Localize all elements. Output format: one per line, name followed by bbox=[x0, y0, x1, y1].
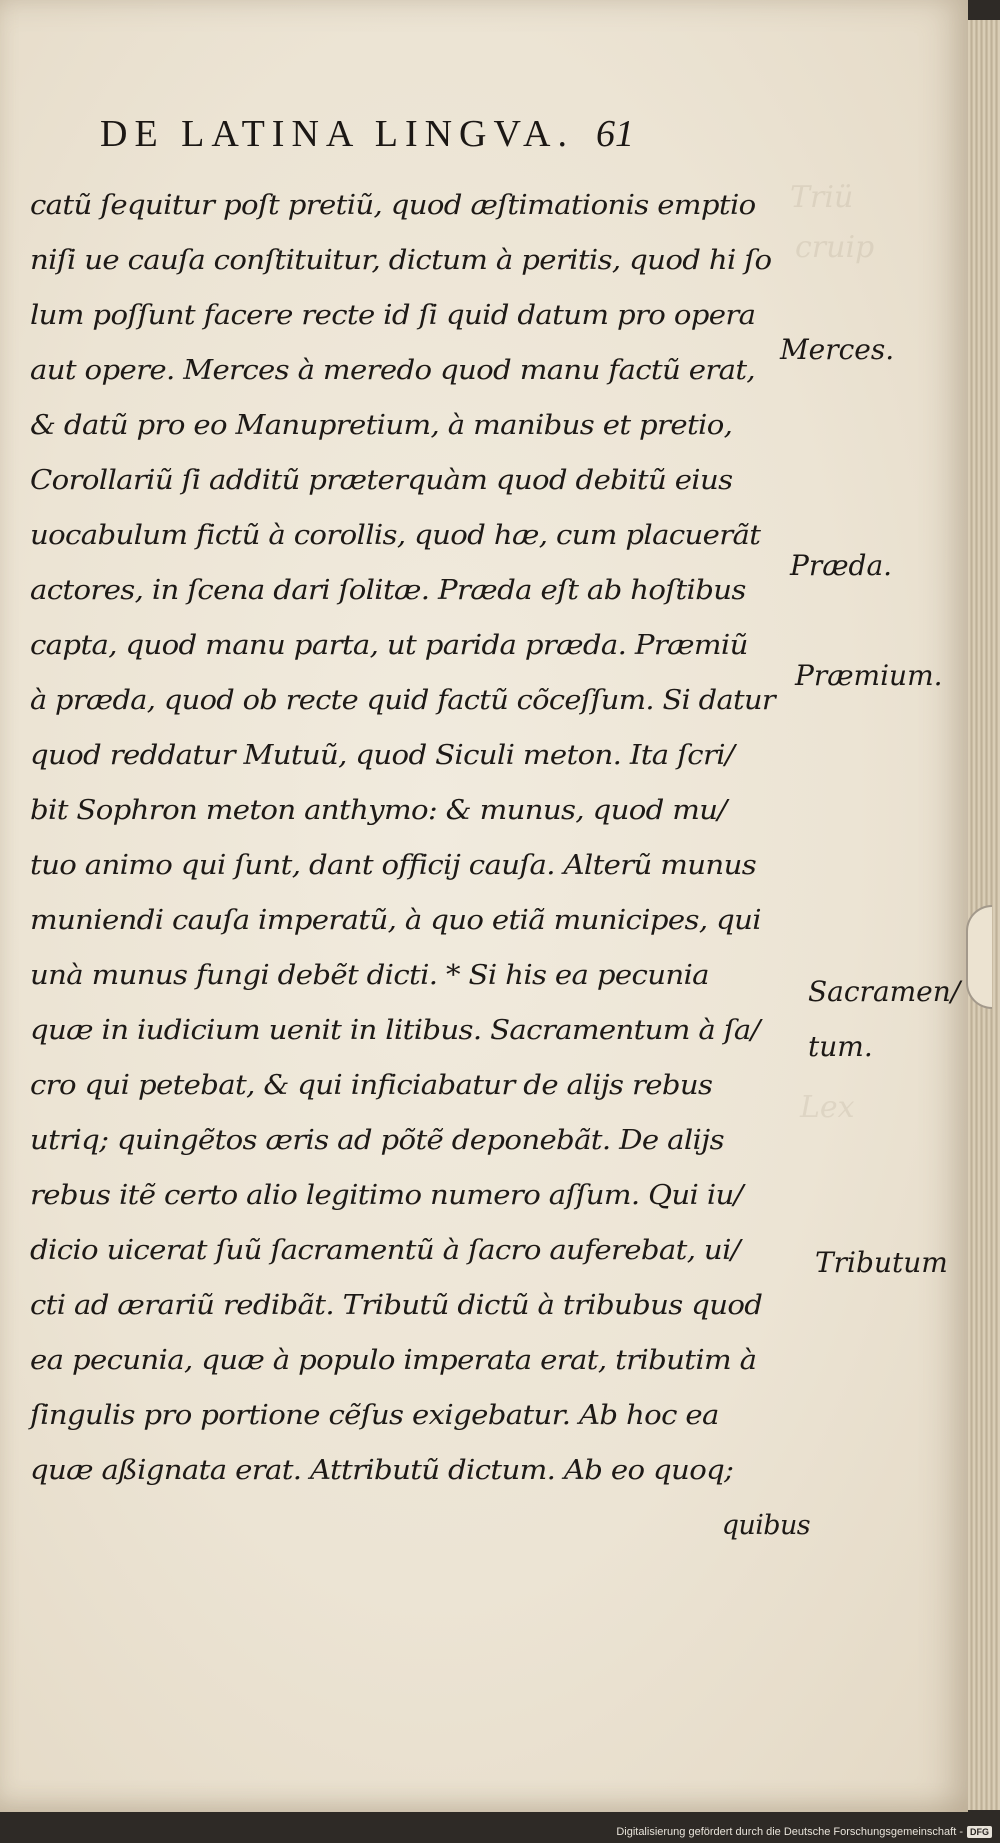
text-line: quod reddatur Mutuũ, quod Siculi meton. Ita ſcri/ bbox=[30, 740, 735, 771]
marginal-note-merces: Merces. bbox=[780, 333, 895, 366]
running-header bbox=[100, 112, 634, 156]
credit-text: Digitalisierung gefördert durch die Deutsche Forschungsgemeinschaft - bbox=[616, 1826, 963, 1838]
show-through-text: Lex bbox=[800, 1090, 855, 1125]
marginal-note-praemium: Præmium. bbox=[795, 659, 943, 692]
text-line: à præda, quod ob recte quid factũ cõceſſum. Si datur bbox=[30, 685, 775, 716]
text-line: aut opere. Merces à meredo quod manu factũ erat, bbox=[30, 355, 756, 386]
text-line: ſingulis pro portione cẽſus exigebatur. Ab hoc ea bbox=[30, 1400, 719, 1431]
text-line: ea pecunia, quæ à populo imperata erat, tributim à bbox=[30, 1345, 757, 1376]
marginal-note-sacramentum: Sacramen/ bbox=[808, 975, 961, 1008]
text-line: Corollariũ ſi additũ præterquàm quod debitũ eius bbox=[30, 465, 733, 496]
running-title: DE LATINA LINGVA. bbox=[100, 113, 574, 155]
marginal-note-tributum: Tributum bbox=[815, 1246, 948, 1279]
show-through-text: cruip bbox=[795, 230, 875, 265]
text-line: tuo animo qui ſunt, dant officij cauſa. Alterũ munus bbox=[30, 850, 757, 881]
main-text-block bbox=[30, 178, 810, 1553]
text-line: quæ in iudicium uenit in litibus. Sacramentum à ſa/ bbox=[30, 1015, 760, 1046]
folio-number: 61 bbox=[596, 113, 634, 155]
text-line: uocabulum fictũ à corollis, quod hæ, cum placuerãt bbox=[30, 520, 761, 551]
dfg-logo: DFG bbox=[967, 1826, 992, 1838]
text-line: rebus itẽ certo alio legitimo numero aſſum. Qui iu/ bbox=[30, 1180, 743, 1211]
text-line: & datũ pro eo Manupretium, à manibus et pretio, bbox=[30, 410, 733, 441]
text-line: dicio uicerat ſuũ ſacramentũ à ſacro auferebat, ui/ bbox=[30, 1235, 740, 1266]
digitization-credit bbox=[616, 1826, 992, 1838]
text-line: cro qui petebat, & qui inficiabatur de alijs rebus bbox=[30, 1070, 713, 1101]
text-line: actores, in ſcena dari ſolitæ. Præda eſt ab hoſtibus bbox=[30, 575, 746, 606]
show-through-text: Triü bbox=[790, 180, 854, 215]
marginal-note-praeda: Præda. bbox=[790, 549, 893, 582]
text-line: bit Sophron meton anthymo: & munus, quod mu/ bbox=[30, 795, 727, 826]
text-line: quæ aßignata erat. Attributũ dictum. Ab eo quoq; bbox=[30, 1455, 734, 1486]
text-line: unà munus fungi debẽt dicti. * Si his ea pecunia bbox=[30, 960, 709, 991]
text-line: cti ad ærariũ redibãt. Tributũ dictũ à tribubus quod bbox=[30, 1290, 763, 1321]
catchword: quibus bbox=[721, 1510, 810, 1541]
text-line: catũ ſequitur poſt pretiũ, quod æſtimationis emptio bbox=[30, 190, 756, 221]
text-line: capta, quod manu parta, ut parida præda. Præmiũ bbox=[30, 630, 748, 661]
marginal-note-sacramentum-cont: tum. bbox=[808, 1030, 873, 1063]
text-line: muniendi cauſa imperatũ, à quo etiã municipes, qui bbox=[30, 905, 761, 936]
text-line: lum poſſunt facere recte id ſi quid datum pro opera bbox=[30, 300, 756, 331]
page-tab bbox=[966, 905, 992, 1009]
text-line: utriq; quingẽtos æris ad põtẽ deponebãt. De alijs bbox=[30, 1125, 724, 1156]
text-line: niſi ue cauſa conſtituitur, dictum à peritis, quod hi ſo bbox=[30, 245, 772, 276]
